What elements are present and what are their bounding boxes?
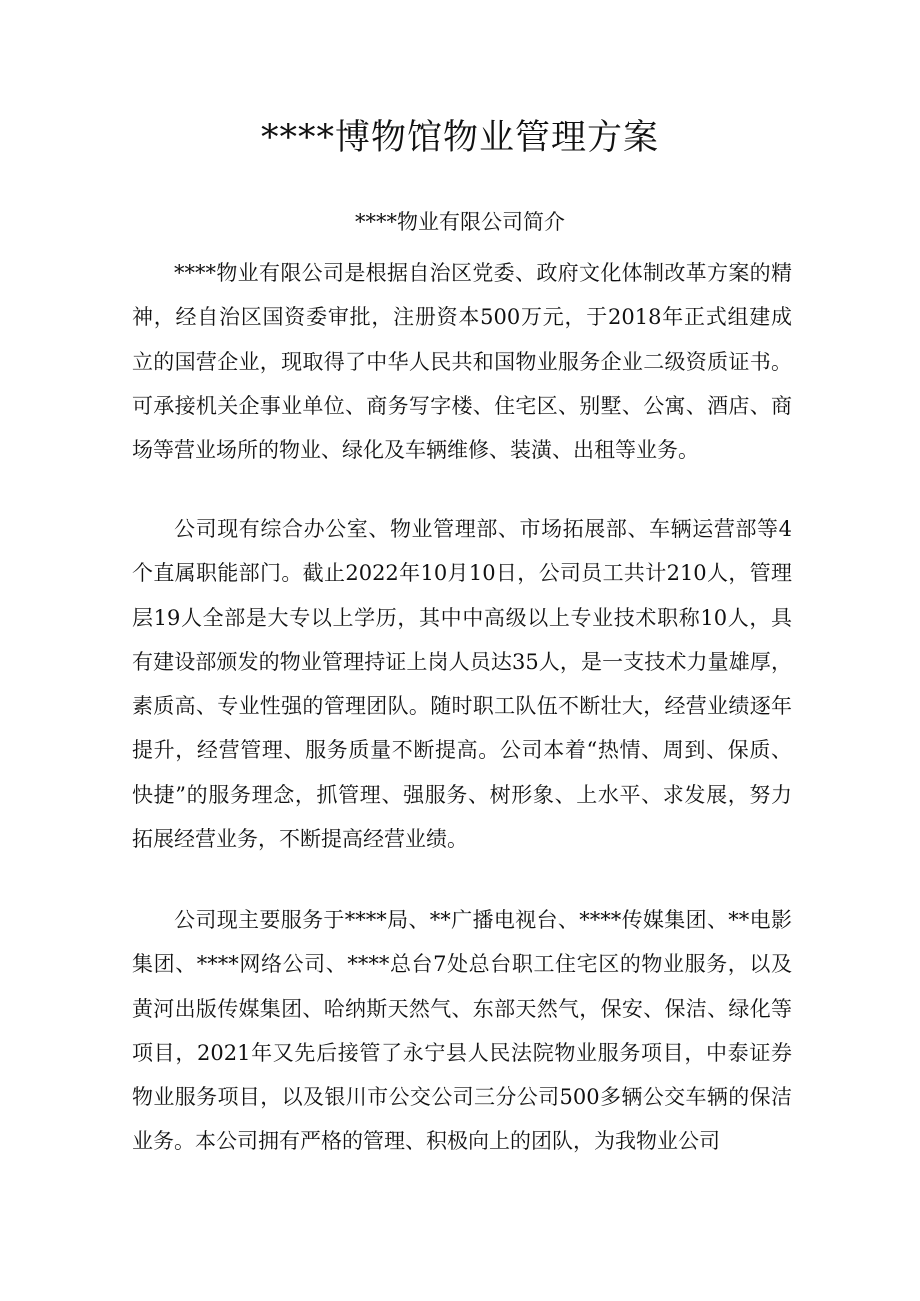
paragraph-departments-staff: 公司现有综合办公室、物业管理部、市场拓展部、车辆运营部等4个直属职能部门。截止2022年10月10日，公司员工共计210人，管理层19人全部是大专以上学历，其中中高级以上专业技术职称10人，具有建设部颁发的物业管理持证上岗人员达35人，是一支技术力量雄厚，素质高、专业性强的管理团队。随时职工队伍不断壮大，经营业绩逐年提升，经营管理、服务质量不断提高。公司本着“热情、周到、保质、快捷”的服务理念，抓管理、强服务、树形象、上水平、求发展，努力拓展经营业务，不断提高经营业绩。 xyxy=(132,517,792,852)
document-title: ****博物馆物业管理方案 xyxy=(260,118,659,158)
paragraph-company-intro: ****物业有限公司是根据自治区党委、政府文化体制改革方案的精神，经自治区国资委审批，注册资本500万元，于2018年正式组建成立的国营企业，现取得了中华人民共和国物业服务企业二级资质证书。可承接机关企事业单位、商务写字楼、住宅区、别墅、公寓、酒店、商场等营业场所的物业、绿化及车辆维修、装潢、出租等业务。 xyxy=(132,261,792,463)
paragraph-services: 公司现主要服务于****局、**广播电视台、****传媒集团、**电影集团、****网络公司、****总台7处总台职工住宅区的物业服务，以及黄河出版传媒集团、哈纳斯天然气、东部天然气，保安、保洁、绿化等项目，2021年又先后接管了永宁县人民法院物业服务项目，中泰证券物业服务项目，以及银川市公交公司三分公司500多辆公交车辆的保洁业务。本公司拥有严格的管理、积极向上的团队，为我物业公司 xyxy=(132,908,792,1154)
section-heading: ****物业有限公司简介 xyxy=(355,210,565,234)
